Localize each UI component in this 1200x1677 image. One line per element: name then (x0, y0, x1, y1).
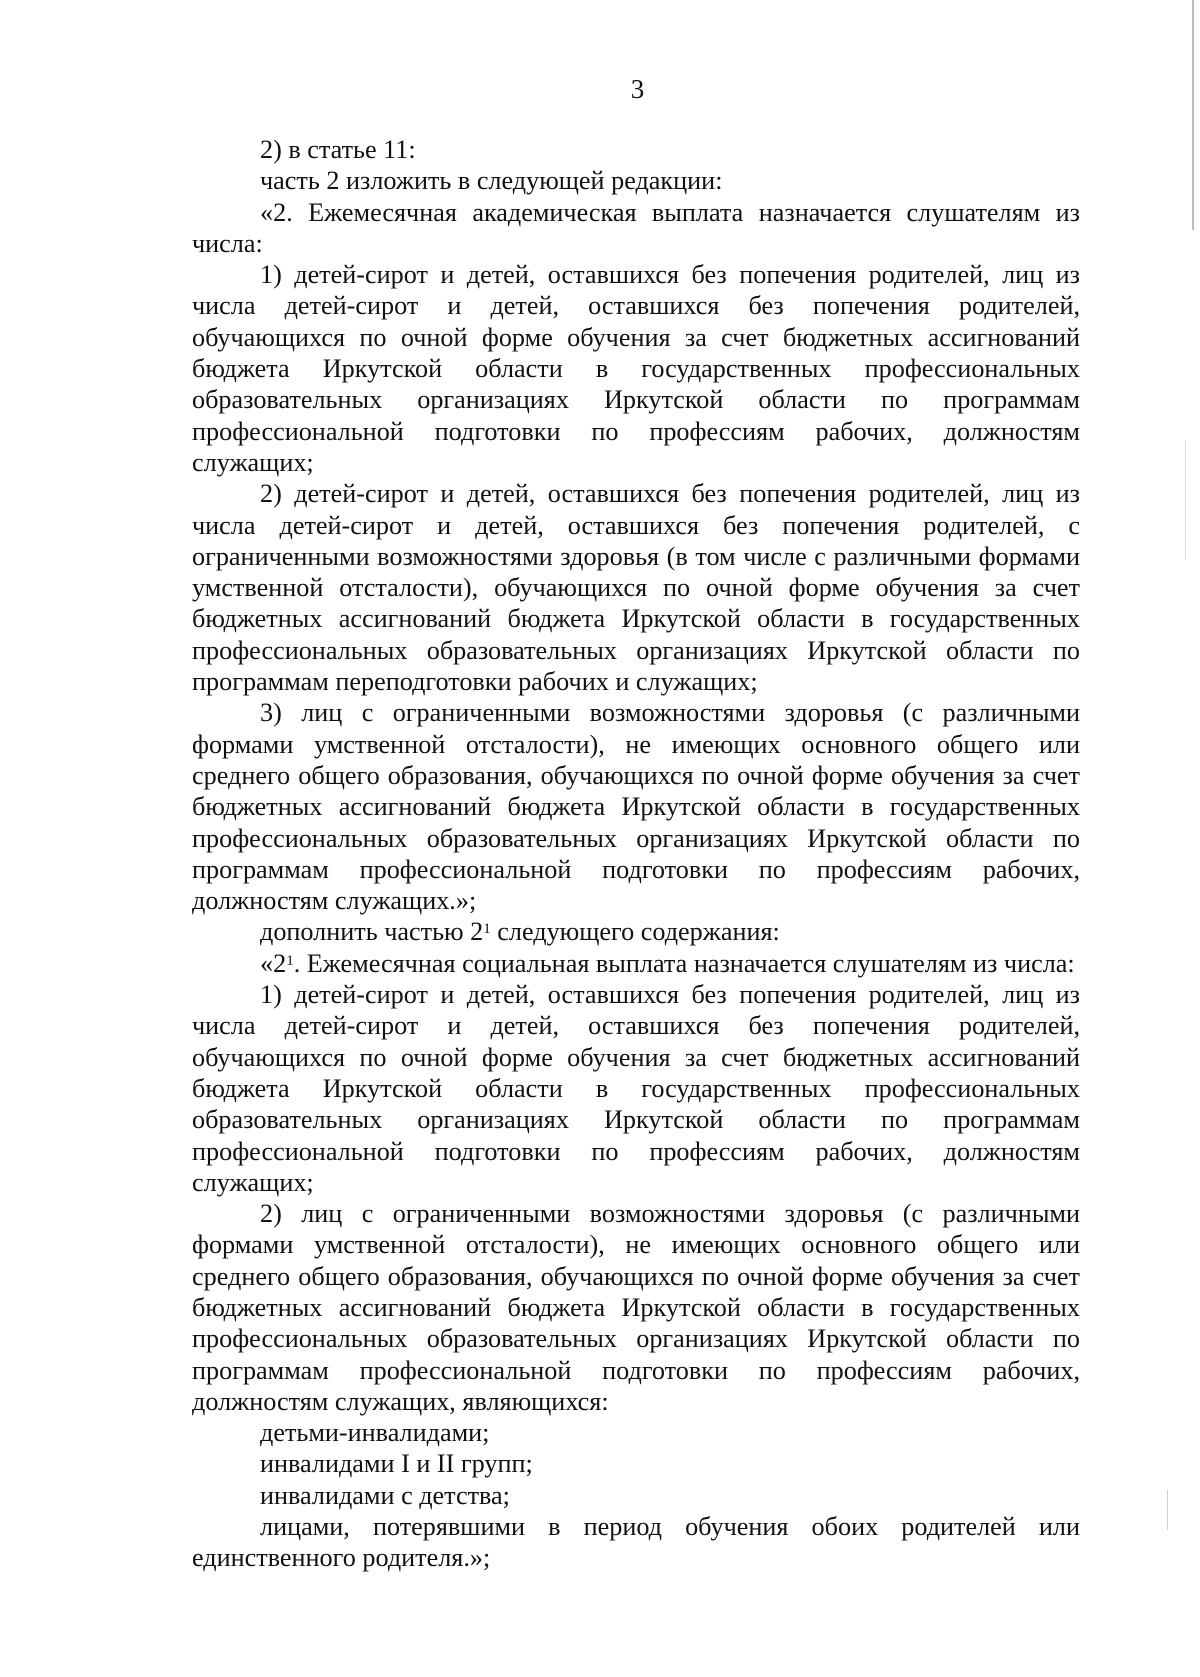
list-subitem-children-disabled: детьми-инвалидами; (260, 1418, 490, 1448)
list-subitem-disabled-groups: инвалидами I и II групп; (260, 1449, 533, 1479)
superscript: 1 (483, 921, 491, 938)
scan-edge-mark-top (1192, 0, 1194, 230)
list-subitem-lost-parents: лицами, потерявшими в период обучения обоих родителей или единственного родителя.»; (192, 1512, 1080, 1573)
list-item-social-2: 2) лиц с ограниченными возможностями здоровья (с различными формами умственной отсталости), не имеющих основного общего или среднего общего образования, обучающихся по очной форме обучения за счет бюджетных ассигнований бюджета Иркутской области в государственных профессиональных образовательных организациях Иркутской области по программам профессиональной подготовки по профессиям рабочих, должностям служащих, являющихся: (192, 1199, 1080, 1416)
paragraph-social-payment (192, 948, 1080, 979)
list-item-academic-1: 1) детей-сирот и детей, оставшихся без попечения родителей, лиц из числа детей-сирот и детей, оставшихся без попечения родителей, обучающихся по очной форме обучения за счет бюджетных ассигнований бюджета Иркутской области в государственных профессиональных образовательных организациях Иркутской области по программам профессиональной подготовки по профессиям рабочих, должностям служащих; (192, 260, 1080, 477)
scan-edge-mark-middle (1185, 440, 1186, 560)
paragraph-article-11: 2) в статье 11: (260, 135, 416, 164)
text-after: следующего содержания: (490, 917, 780, 947)
page-number: 3 (630, 74, 645, 104)
list-item-social-1: 1) детей-сирот и детей, оставшихся без попечения родителей, лиц из числа детей-сирот и детей, оставшихся без попечения родителей, обучающихся по очной форме обучения за счет бюджетных ассигнований бюджета Иркутской области в государственных профессиональных образовательных организациях Иркутской области по программам профессиональной подготовки по профессиям рабочих, должностям служащих; (192, 980, 1080, 1197)
list-item-academic-3: 3) лиц с ограниченными возможностями здоровья (с различными формами умственной отсталости), не имеющих основного общего или среднего общего образования, обучающихся по очной форме обучения за счет бюджетных ассигнований бюджета Иркутской области в государственных профессиональных образовательных организациях Иркутской области по программам профессиональной подготовки по профессиям рабочих, должностям служащих.»; (192, 698, 1080, 916)
list-item-academic-2: 2) детей-сирот и детей, оставшихся без попечения родителей, лиц из числа детей-сирот и детей, оставшихся без попечения родителей, с ограниченными возможностями здоровья (в том числе с различными формами умственной отсталости), обучающихся по очной форме обучения за счет бюджетных ассигнований бюджета Иркутской области в государственных профессиональных образовательных организациях Иркутской области по программам переподготовки рабочих и служащих; (192, 479, 1080, 697)
superscript: 1 (286, 952, 294, 969)
list-subitem-disabled-childhood: инвалидами с детства; (260, 1480, 510, 1510)
paragraph-part-2-intro: часть 2 изложить в следующей редакции: (260, 166, 723, 196)
text-before: «2 (260, 948, 287, 978)
document-body (192, 134, 1080, 1574)
scan-edge-mark-bottom (1167, 1490, 1168, 1530)
paragraph-academic-payment: «2. Ежемесячная академическая выплата назначается слушателям из числа: (192, 197, 1080, 258)
text-before: дополнить частью 2 (260, 917, 484, 947)
text-after: . Ежемесячная социальная выплата назначается слушателям из числа: (293, 948, 1075, 978)
paragraph-add-part-2-1 (192, 916, 1080, 947)
